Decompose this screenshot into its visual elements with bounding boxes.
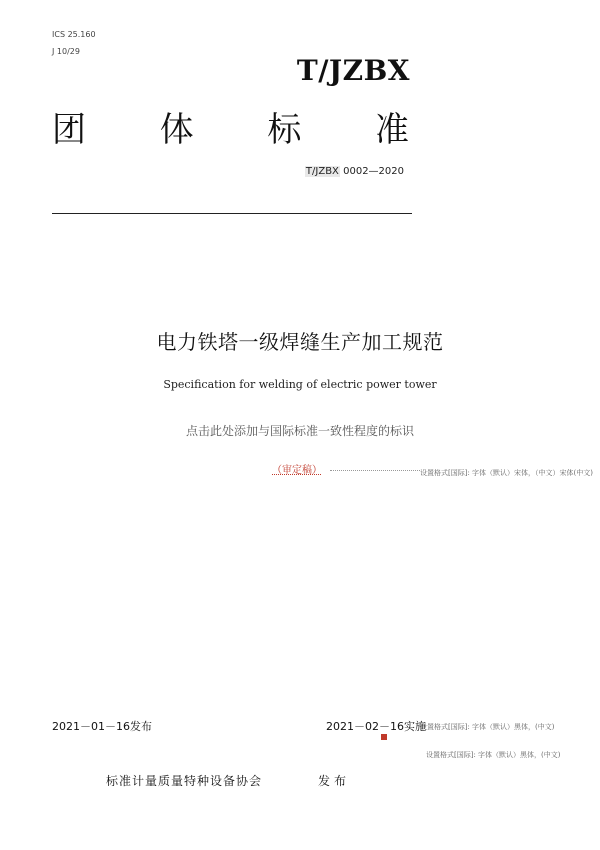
implement-date: 2021－02－16实施 (326, 720, 426, 733)
ics-code: ICS 25.160 (52, 30, 96, 39)
format-comment[interactable]: 设置格式[国际]: 字体（默认）黑体，(中文) (426, 751, 561, 759)
draft-stamp: （审定稿） (272, 465, 322, 476)
standard-type-char: 体 (159, 110, 194, 150)
standard-code-title: T/JZBX (296, 54, 410, 87)
chinese-title: 电力铁塔一级焊缝生产加工规范 (156, 330, 444, 354)
publish-date: 2021－01－16发布 (52, 720, 152, 733)
english-title: Specification for welding of electric power tower (163, 378, 437, 391)
standard-type-char: 团 (52, 110, 86, 150)
standard-number-suffix: 0002—2020 (339, 166, 404, 177)
comment-leader-line (330, 470, 420, 471)
standard-type-char: 准 (374, 110, 409, 150)
header-divider (52, 213, 412, 214)
format-comment[interactable]: 设置格式[国际]: 字体（默认）宋体，（中文）宋体(中文) (420, 469, 594, 477)
issuer-name: 标准计量质量特种设备协会 (106, 774, 263, 788)
standard-type-heading (52, 102, 409, 151)
standard-number-prefix: T/JZBX (305, 166, 339, 177)
standard-number (305, 166, 404, 177)
issue-label: 发布 (318, 774, 351, 788)
format-comment[interactable]: 设置格式[国际]: 字体（默认）黑体，(中文) (420, 723, 555, 731)
consistency-placeholder[interactable]: 点击此处添加与国际标准一致性程度的标识 (185, 424, 414, 438)
revision-marker-icon (381, 734, 387, 740)
standard-type-char: 标 (267, 110, 302, 150)
ccs-code: J 10/29 (52, 47, 80, 56)
